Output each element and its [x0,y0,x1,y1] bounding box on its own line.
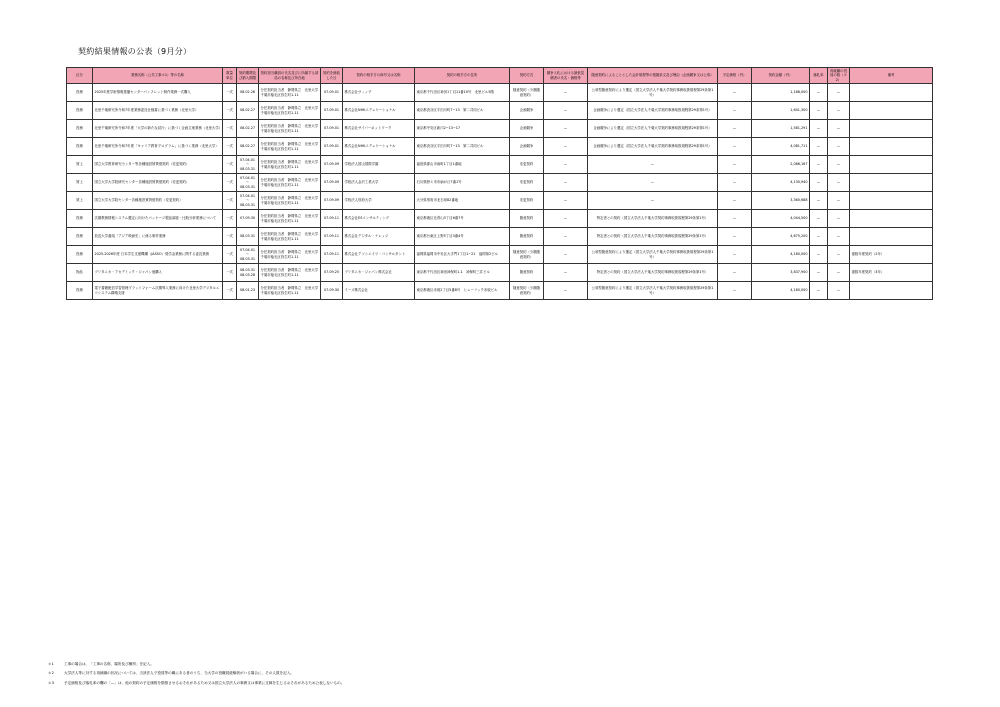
cell-period: 07.04.01～08.03.31 [237,192,259,210]
cell-method: 随意契約 [510,228,544,246]
footnote-text: 大学法人等に対する再就職の状況については、当該法人で役員等の職にある者のうち、当大学の役職員経験者がいる場合に、その人数を記入。 [64,671,294,676]
cell-addr: 東京都港区赤坂2丁目5番8号 ヒューリック赤坂ビル [415,282,510,300]
cell-remarks [850,84,933,102]
cell-cat: 役務 [67,138,93,156]
cell-name: ブリタニカ・アカデミック・ジャパン他購入 [93,264,223,282]
cell-lowest: — [544,246,588,264]
cell-rate: — [810,138,828,156]
cell-period: 08.02.27 [237,120,259,138]
column-header: 予定価格（円） [718,68,752,84]
cell-name: 北里千葉研究所令和7年度「大学の新たな試行」に基づく企画立案業務（北里大学） [93,120,223,138]
cell-name: 放送大学番組「アジア映画史」に係る制作業務 [93,228,223,246]
cell-est: — [718,282,752,300]
cell-price: 2,086,167 [752,156,810,174]
cell-officers: — [828,138,850,156]
column-header: 区分 [67,68,93,84]
cell-cat: 役務 [67,210,93,228]
cell-officer: 分任契約担当者 静岡県立 北里大学 千葉市稲毛区弥生町1-11 [259,156,321,174]
cell-rate: — [810,246,828,264]
cell-company: 株式会社ヴィップ [343,84,415,102]
cell-officers: — [828,246,850,264]
table-header-row [67,68,933,84]
column-header: 契約の相手方の住所 [415,68,510,84]
column-header: 契約の相手方の商号又は名称 [343,68,415,84]
cell-lowest: — [544,210,588,228]
cell-reason: 公募型随意契約により選定（国立大学法人千葉大学契約事務取扱規程第29条第1号） [588,282,718,300]
cell-unit: 一式 [223,192,237,210]
cell-addr: 東京都渋谷区宇田川町7−13 第二共同ビル [415,138,510,156]
cell-est: — [718,84,752,102]
table-row [67,246,933,264]
cell-reason: 企画競争により選定（国立大学法人千葉大学契約事務取扱規程第29条第1号） [588,120,718,138]
cell-unit: 一式 [223,228,237,246]
cell-company: 株式会社デジタル・ナレッジ [343,228,415,246]
cell-cat: 役務 [67,228,93,246]
cell-officer: 分任契約担当者 静岡県立 北里大学 千葉市稲毛区弥生町1-11 [259,192,321,210]
cell-cat: 賃上 [67,192,93,210]
cell-officer: 分任契約担当者 静岡県立 北里大学 千葉市稲毛区弥生町1-11 [259,84,321,102]
cell-reason: — [588,156,718,174]
cell-officers: — [828,174,850,192]
column-header: 契約方式 [510,68,544,84]
cell-officer: 分任契約担当者 静岡県立 北里大学 千葉市稲毛区弥生町1-11 [259,102,321,120]
cell-remarks [850,228,933,246]
table-row [67,264,933,282]
cell-name: 2025年度学術情報基盤センターパンフレット制作業務一式購入 [93,84,223,102]
cell-method: 企画競争 [510,138,544,156]
cell-lowest: — [544,102,588,120]
cell-company: 学校法人別府大学 [343,192,415,210]
cell-addr: 東京都中央区新川2−13−17 [415,120,510,138]
cell-price: 4,081,711 [752,138,810,156]
footnote-text: 工事の場合は、「工事の名称、場所及び種別」を記入。 [64,662,154,666]
table-row [67,84,933,102]
footnote-mark: ＊1 [48,662,54,666]
cell-period: 08.03.31 [237,228,259,246]
column-header: 随意契約によることとした会計規程等の根拠条文及び理由（企画競争又は公募） [588,68,718,84]
cell-rate: — [810,84,828,102]
table-row [67,192,933,210]
cell-reason: — [588,174,718,192]
cell-unit: 一式 [223,282,237,300]
cell-rate: — [810,156,828,174]
footnote [48,662,344,666]
cell-officer: 分任契約担当者 静岡県立 北里大学 千葉市稲毛区弥生町1-11 [259,228,321,246]
cell-date: 07.09.11 [321,228,343,246]
cell-reason: 公募型随意契約により選定（国立大学法人千葉大学契約事務取扱規程第29条第1号） [588,246,718,264]
cell-method: 変更契約 [510,192,544,210]
cell-reason: 企画競争により選定（国立大学法人千葉大学契約事務取扱規程第29条第1号） [588,138,718,156]
cell-addr: 東京都渋谷区宇田川町7−13 第二共同ビル [415,102,510,120]
cell-lowest: — [544,156,588,174]
cell-addr: 福岡県福岡市中央区大手門1丁目1−21 福岡第2ビル [415,246,510,264]
cell-cat: 役務 [67,84,93,102]
cell-officers: — [828,228,850,246]
cell-date: 07.09.01 [321,102,343,120]
cell-lowest: — [544,192,588,210]
cell-cat: 役務 [67,102,93,120]
cell-rate: — [810,120,828,138]
footnote-text: 予定価格及び落札率の欄の「—」は、他の契約の予定価格を類推させるおそれがあるため又は国立大学法人の事務又は事業に支障を生じるおそれがあるため公表しないもの。 [64,680,345,685]
cell-lowest: — [544,228,588,246]
cell-price: 3,360,688 [752,192,810,210]
cell-period: 08.01.23 [237,282,259,300]
table-row [67,156,933,174]
cell-addr: 東京都港区北青山3丁目6番7号 [415,210,510,228]
cell-est: — [718,102,752,120]
cell-remarks [850,282,933,300]
cell-lowest: — [544,84,588,102]
footnote [48,671,344,675]
cell-officers: — [828,264,850,282]
cell-officers: — [828,192,850,210]
cell-date: 07.09.25 [321,264,343,282]
cell-name: 北里千葉研究所令和7年度業務委託仕様書に基づく業務（北里大学） [93,102,223,120]
cell-unit: 一式 [223,84,237,102]
table-row [67,228,933,246]
cell-remarks [850,192,933,210]
cell-company: 株式会社アソシエイツ・コンサルタント [343,246,415,264]
cell-remarks [850,210,933,228]
column-header: 再就職の役員の数（＊2） [828,68,850,84]
cell-company: 学校法人金沢工業大学 [343,174,415,192]
cell-cat: 賃上 [67,156,93,174]
cell-remarks: 複数年度契約（3年） [850,264,933,282]
cell-price: 1,188,000 [752,84,810,102]
cell-rate: — [810,282,828,300]
cell-period: 08.03.31 08.03.28 [237,264,259,282]
cell-reason: — [588,192,718,210]
cell-method: 随意契約（少額随意契約） [510,84,544,102]
cell-date: 07.09.01 [321,138,343,156]
cell-method: 企画競争 [510,120,544,138]
cell-date: 07.09.11 [321,246,343,264]
cell-rate: — [810,228,828,246]
cell-est: — [718,174,752,192]
cell-date: 07.09.01 [321,84,343,102]
table-row [67,210,933,228]
cell-method: 随意契約（少額随意契約） [510,246,544,264]
cell-officers: — [828,156,850,174]
cell-period: 07.04.01～08.03.31 [237,246,259,264]
cell-unit: 一式 [223,246,237,264]
cell-officer: 分任契約担当者 静岡県立 北里大学 千葉市稲毛区弥生町1-11 [259,246,321,264]
cell-addr: 福島県郡山市南町1丁目1番地 [415,156,510,174]
cell-officers: — [828,84,850,102]
cell-method: 随意契約 [510,264,544,282]
cell-name: 国立大学大学院センター各種施設賃貸借契約（変更契約） [93,192,223,210]
cell-cat: 賃上 [67,174,93,192]
cell-est: — [718,210,752,228]
cell-addr: 東京都千代田区神田神保町1-1 神保町三井ビル [415,264,510,282]
cell-name: 国立大学教育研究センター等各種施設賃貸借契約（変更契約） [93,156,223,174]
cell-cat: 役務 [67,282,93,300]
cell-date: 07.09.09 [321,156,343,174]
cell-unit: 一式 [223,120,237,138]
table-row [67,138,933,156]
cell-remarks [850,138,933,156]
footnote-mark: ＊3 [48,680,54,685]
cell-period: 08.02.28 [237,84,259,102]
cell-remarks: 複数年度契約（2年） [850,246,933,264]
cell-name: 電子書籍配信学習管理プラットフォーム次期導入業務に向けた北里大学デジタルエコシステム構築支援 [93,282,223,300]
cell-reason: 公募型随意契約により選定（国立大学法人千葉大学契約事務取扱規程第29条第1号） [588,84,718,102]
cell-cat: 役務 [67,246,93,264]
cell-name: 国立大学大学院研究センター各種施設賃貸借契約（変更契約） [93,174,223,192]
cell-est: — [718,156,752,174]
table-row [67,120,933,138]
cell-period: 07.09.30 [237,210,259,228]
column-header: 契約を締結した日 [321,68,343,84]
cell-officers: — [828,282,850,300]
cell-lowest: — [544,120,588,138]
cell-unit: 一式 [223,102,237,120]
cell-officer: 分任契約担当者 静岡県立 北里大学 千葉市稲毛区弥生町1-11 [259,174,321,192]
cell-company: ブリタニカ・ジャパン株式会社 [343,264,415,282]
cell-cat: 役務 [67,120,93,138]
column-header: 数量単位 [223,68,237,84]
cell-date: 07.09.30 [321,282,343,300]
cell-reason: 企画競争により選定（国立大学法人千葉大学契約事務取扱規程第29条第1号） [588,102,718,120]
cell-est: — [718,192,752,210]
cell-unit: 一式 [223,156,237,174]
contract-table [66,67,933,300]
cell-addr: 東京都千代田区神田1丁目11番10号 北里ビル5階 [415,84,510,102]
footnotes [48,662,344,690]
cell-officer: 分任契約担当者 静岡県立 北里大学 千葉市稲毛区弥生町1-11 [259,210,321,228]
cell-est: — [718,264,752,282]
column-header: 契約金額（円） [752,68,810,84]
cell-rate: — [810,264,828,282]
cell-remarks [850,102,933,120]
cell-officer: 分任契約担当者 静岡県立 北里大学 千葉市稲毛区弥生町1-11 [259,282,321,300]
cell-est: — [718,120,752,138]
cell-name: 次期教務情報システム選定に向けたパッケージ製品調査・比較分析業務について [93,210,223,228]
cell-date: 07.09.11 [321,210,343,228]
cell-lowest: — [544,138,588,156]
cell-remarks [850,156,933,174]
cell-method: 変更契約 [510,156,544,174]
cell-price: 4,180,000 [752,282,810,300]
cell-method: 変更契約 [510,174,544,192]
cell-name: 2025-2026年度 日本学生支援機構（JASSO）奨学金業務に関する委託業務 [93,246,223,264]
table-row [67,102,933,120]
cell-price: 4,130,940 [752,174,810,192]
cell-reason: 特定者との契約（国立大学法人千葉大学契約事務取扱規程第29条第1号） [588,210,718,228]
cell-unit: 一式 [223,138,237,156]
cell-company: イーズ株式会社 [343,282,415,300]
column-header: 落札率 [810,68,828,84]
cell-name: 北里千葉研究所令和7年度「キャリア教育プログラム」に基づく業務（北里大学） [93,138,223,156]
cell-company: 株式会社ESコンサルティング [343,210,415,228]
cell-company: 株式会社NHKエデュケーショナル [343,102,415,120]
cell-lowest: — [544,264,588,282]
cell-rate: — [810,210,828,228]
cell-officer: 分任契約担当者 静岡県立 北里大学 千葉市稲毛区弥生町1-11 [259,120,321,138]
cell-company: 株式会社NHKエデュケーショナル [343,138,415,156]
cell-price: 3,837,900 [752,264,810,282]
cell-price: 4,044,500 [752,210,810,228]
cell-addr: 大分県別府市北石垣82番地 [415,192,510,210]
cell-officer: 分任契約担当者 静岡県立 北里大学 千葉市稲毛区弥生町1-11 [259,264,321,282]
cell-unit: 一式 [223,210,237,228]
cell-rate: — [810,192,828,210]
cell-est: — [718,228,752,246]
column-header: 競争入札における最低見積者の氏名・価格等 [544,68,588,84]
cell-lowest: — [544,174,588,192]
cell-company: 株式会社サイバーネットワーク [343,120,415,138]
cell-officer: 分任契約担当者 静岡県立 北里大学 千葉市稲毛区弥生町1-11 [259,138,321,156]
cell-reason: 特定者との契約（国立大学法人千葉大学契約事務取扱規程第29条第1号） [588,264,718,282]
table-row [67,282,933,300]
cell-date: 07.09.01 [321,120,343,138]
page-title: 契約結果情報の公表（9月分） [78,47,192,56]
cell-officers: — [828,120,850,138]
cell-price: 4,675,200 [752,228,810,246]
cell-lowest: — [544,282,588,300]
cell-cat: 物品 [67,264,93,282]
column-header: 備考 [850,68,933,84]
cell-period: 07.04.01～08.03.31 [237,174,259,192]
cell-officers: — [828,102,850,120]
column-header: 業務名称（公共工事＊1）等の名称 [93,68,223,84]
cell-remarks [850,120,933,138]
cell-method: 随意契約（少額随意契約） [510,282,544,300]
cell-company: 学校法人国山国際学園 [343,156,415,174]
cell-date: 07.09.09 [321,174,343,192]
cell-period: 08.02.27 [237,138,259,156]
cell-unit: 一式 [223,264,237,282]
cell-method: 随意契約 [510,210,544,228]
table-row [67,174,933,192]
cell-date: 07.09.09 [321,192,343,210]
cell-method: 企画競争 [510,102,544,120]
cell-period: 07.04.01～08.03.31 [237,156,259,174]
cell-est: — [718,138,752,156]
cell-price: 1,641,300 [752,102,810,120]
footnote [48,681,344,685]
cell-price: 4,180,000 [752,246,810,264]
cell-period: 08.02.27 [237,102,259,120]
cell-remarks [850,174,933,192]
cell-reason: 特定者との契約（国立大学法人千葉大学契約事務取扱規程第29条第1号） [588,228,718,246]
cell-unit: 一式 [223,174,237,192]
column-header: 契約期間及び納入期限 [237,68,259,84]
cell-addr: 東京都台東区上野5丁目3番4号 [415,228,510,246]
cell-rate: — [810,174,828,192]
column-header: 契約担当職員の氏名並びに所属する部局の名称及び所在地 [259,68,321,84]
cell-officers: — [828,210,850,228]
footnote-mark: ＊2 [48,671,54,676]
cell-price: 1,581,291 [752,120,810,138]
cell-rate: — [810,102,828,120]
cell-addr: 石川県野々市市扇が丘7番1号 [415,174,510,192]
cell-est: — [718,246,752,264]
